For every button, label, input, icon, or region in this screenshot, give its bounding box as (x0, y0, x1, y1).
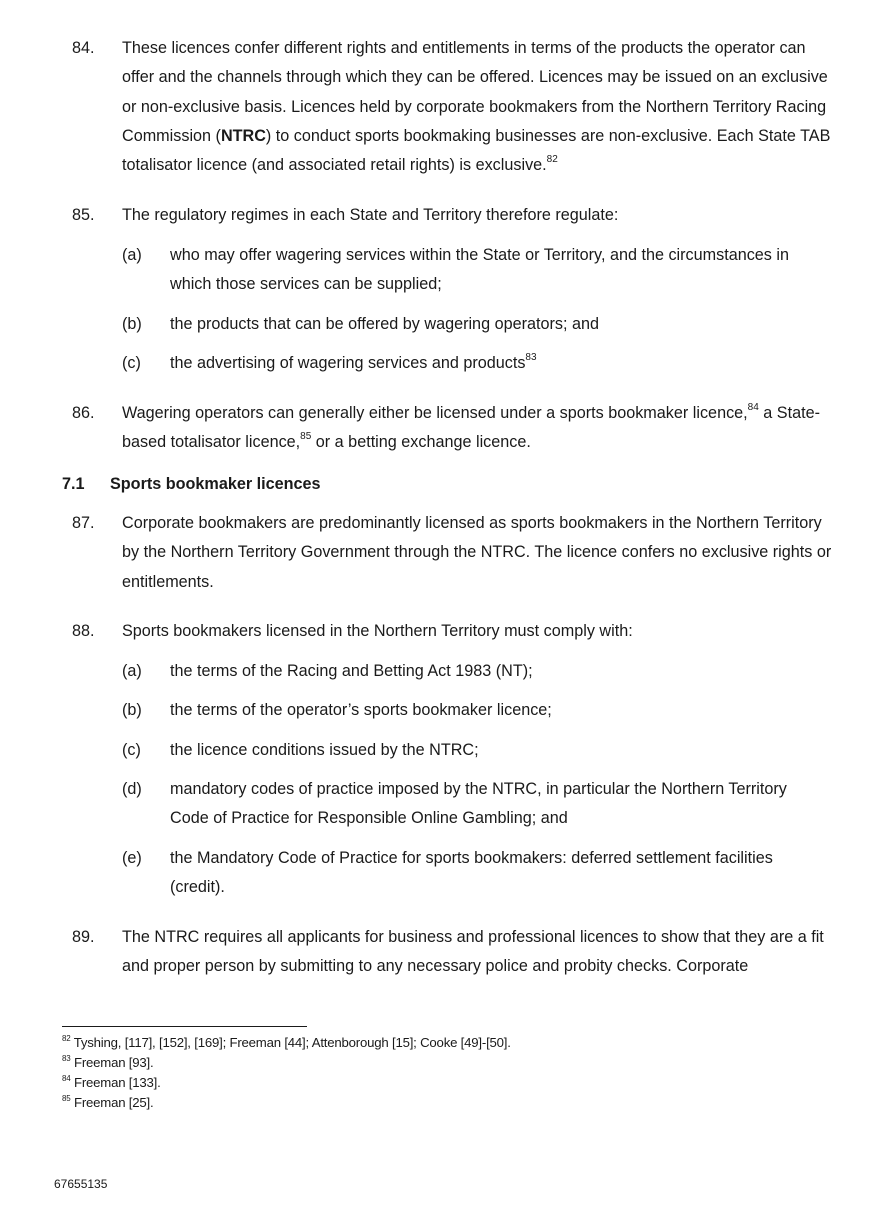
footnote (62, 1093, 153, 1113)
paragraph-number: 86. (72, 404, 95, 422)
footnote-ref[interactable]: 84 (747, 401, 759, 413)
list-text: the terms of the Racing and Betting Act 1983 (NT); (170, 662, 533, 680)
footnote (62, 1073, 161, 1093)
footnote (62, 1033, 511, 1053)
paragraph-number: 88. (72, 622, 95, 640)
list-label: (a) (122, 662, 142, 680)
text-run: ) to conduct sports bookmaking businesses are non-exclusive. Each State TAB totalisator licence (and associated retail rights) is exclusive. (122, 126, 831, 175)
paragraph-text: Sports bookmakers licensed in the Northern Territory must comply with: (122, 622, 633, 640)
list-label: (e) (122, 849, 142, 867)
footnote-number: 82 (62, 1033, 71, 1043)
section-number: 7.1 (62, 475, 85, 493)
footnote-text: Tyshing, [117], [152], [169]; Freeman [44]; Attenborough [15]; Cooke [49]-[50]. (70, 1035, 511, 1050)
list-text: the terms of the operator’s sports bookmaker licence; (170, 701, 552, 719)
footnote-ref[interactable]: 85 (300, 430, 312, 442)
list-label: (d) (122, 780, 142, 798)
footnote-text: Freeman [133]. (70, 1075, 161, 1090)
text-run: Wagering operators can generally either be licensed under a sports bookmaker licence, (122, 404, 748, 422)
text-run: or a betting exchange licence. (311, 433, 531, 452)
footnote-ref[interactable]: 83 (525, 351, 537, 363)
list-text: who may offer wagering services within the State or Territory, and the circumstances in which those services can be supplied; (170, 246, 789, 294)
footnote-separator (62, 1026, 307, 1027)
list-text: mandatory codes of practice imposed by the NTRC, in particular the Northern Territory Code of Practice for Responsible Online Gambling; and (170, 780, 787, 828)
list-label: (a) (122, 246, 142, 264)
paragraph-text (122, 34, 834, 180)
list-text: the licence conditions issued by the NTRC; (170, 741, 479, 759)
paragraph-number: 89. (72, 928, 95, 946)
text-run: These licences confer different rights and entitlements in terms of the products the operator can offer and the channels through which they can be offered. Licences may be issued on an exclusive or non-exclusive basis. Licences held by corporate bookmakers from the Northern Territory Racing Commission ( (122, 39, 828, 145)
list-text (170, 349, 830, 378)
section-title: Sports bookmaker licences (110, 475, 321, 493)
defined-term: NTRC (220, 126, 266, 145)
footnote-text: Freeman [25]. (70, 1095, 154, 1110)
list-label: (b) (122, 315, 142, 333)
paragraph-text: The NTRC requires all applicants for business and professional licences to show that they are a fit and proper person by submitting to any necessary police and probity checks. Corporate (122, 928, 824, 976)
paragraph-text: The regulatory regimes in each State and Territory therefore regulate: (122, 206, 619, 224)
footnote-text: Freeman [93]. (70, 1055, 154, 1070)
paragraph-number: 87. (72, 514, 95, 532)
text-run: the advertising of wagering services and products (170, 354, 526, 372)
paragraph-text (122, 399, 834, 458)
footnote-number: 85 (62, 1093, 71, 1103)
paragraph-text: Corporate bookmakers are predominantly licensed as sports bookmakers in the Northern Territory by the Northern Territory Government through the NTRC. The licence confers no exclusive rights or entitlements. (122, 514, 832, 591)
list-label: (c) (122, 741, 141, 759)
list-text: the products that can be offered by wagering operators; and (170, 315, 599, 333)
list-label: (c) (122, 354, 141, 372)
paragraph-number: 85. (72, 206, 95, 224)
footnote-ref[interactable]: 82 (546, 153, 558, 165)
text-run: a State-based totalisator licence, (122, 404, 820, 452)
list-text: the Mandatory Code of Practice for sports bookmakers: deferred settlement facilities (credit). (170, 849, 773, 897)
footnote-number: 84 (62, 1073, 71, 1083)
document-id: 67655135 (54, 1177, 108, 1191)
list-label: (b) (122, 701, 142, 719)
paragraph-number: 84. (72, 39, 95, 57)
footnote (62, 1053, 153, 1073)
footnote-number: 83 (62, 1053, 71, 1063)
